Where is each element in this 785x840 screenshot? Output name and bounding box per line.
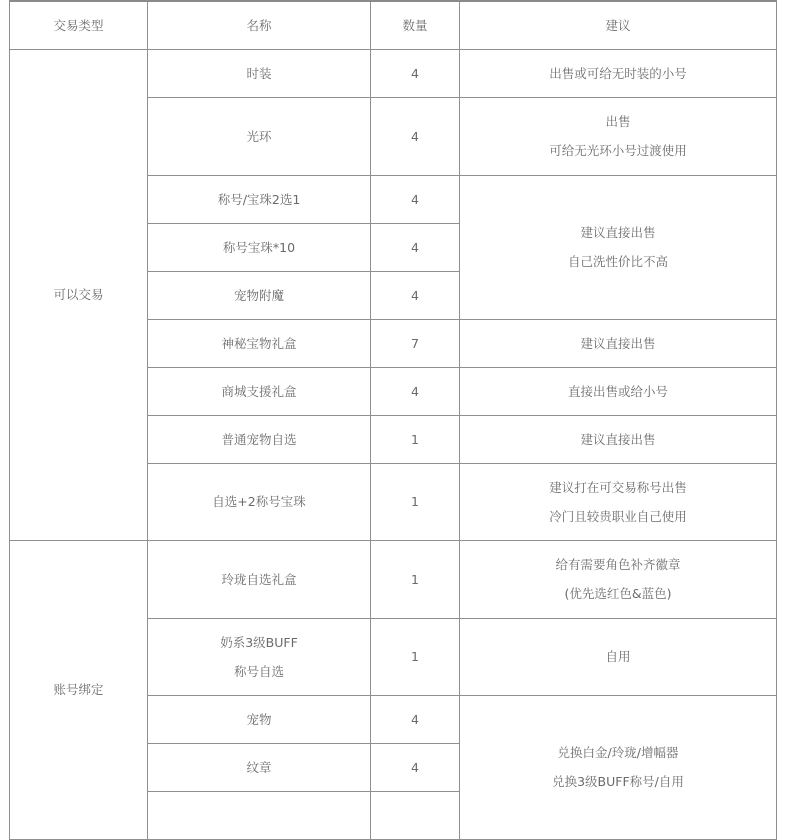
item-quantity: 1 <box>371 463 460 540</box>
item-trade-table <box>9 0 777 840</box>
name-line: 称号自选 <box>233 663 284 679</box>
header-quantity: 数量 <box>371 1 460 49</box>
trade-type-cell: 账号绑定 <box>10 540 148 839</box>
item-name: 称号/宝珠2选1 <box>148 175 371 223</box>
header-name: 名称 <box>148 1 371 49</box>
name-line: 奶系3级BUFF <box>220 634 298 650</box>
item-name: 玲珑自选礼盒 <box>148 540 371 618</box>
table-row <box>10 49 777 97</box>
item-name: 宠物 <box>148 695 371 743</box>
trade-type-cell: 可以交易 <box>10 49 148 540</box>
advice-line: 建议直接出售 <box>580 225 656 240</box>
item-quantity: 4 <box>371 223 460 271</box>
advice-line: 兑换白金/玲珑/增幅器 <box>557 745 679 760</box>
item-quantity: 4 <box>371 367 460 415</box>
header-advice: 建议 <box>460 1 777 49</box>
item-advice: 直接出售或给小号 <box>460 367 777 415</box>
item-advice: 出售或可给无时装的小号 <box>460 49 777 97</box>
advice-line: 可给无光环小号过渡使用 <box>549 143 687 158</box>
table-row <box>10 540 777 618</box>
item-quantity: 4 <box>371 743 460 791</box>
advice-line: 建议打在可交易称号出售 <box>549 479 687 495</box>
item-quantity: 4 <box>371 175 460 223</box>
advice-line: 冷门且较贵职业自己使用 <box>549 508 687 524</box>
item-quantity: 1 <box>371 618 460 695</box>
merged-advice <box>460 175 777 319</box>
item-advice: 建议直接出售 <box>460 319 777 367</box>
item-name: 宠物附魔 <box>148 271 371 319</box>
item-advice: 自用 <box>460 618 777 695</box>
advice-line: 给有需要角色补齐徽章 <box>555 557 681 572</box>
item-name: 自选+2称号宝珠 <box>148 463 371 540</box>
item-name: 神秘宝物礼盒 <box>148 319 371 367</box>
item-name: 纹章 <box>148 743 371 791</box>
item-name: 光环 <box>148 97 371 175</box>
advice-line: 出售 <box>605 114 631 129</box>
item-quantity: 1 <box>371 415 460 463</box>
table-header-row <box>10 1 777 49</box>
item-quantity: 4 <box>371 49 460 97</box>
item-quantity: 4 <box>371 695 460 743</box>
item-name <box>148 618 371 695</box>
item-quantity: 4 <box>371 271 460 319</box>
item-quantity: 4 <box>371 97 460 175</box>
item-name: 称号宝珠*10 <box>148 223 371 271</box>
item-advice <box>460 540 777 618</box>
item-advice <box>460 97 777 175</box>
item-advice: 建议直接出售 <box>460 415 777 463</box>
advice-line: (优先选红色&蓝色) <box>564 586 672 601</box>
item-name: 时装 <box>148 49 371 97</box>
advice-line: 自己洗性价比不高 <box>567 254 668 269</box>
merged-advice <box>460 695 777 839</box>
header-trade-type: 交易类型 <box>10 1 148 49</box>
item-advice <box>460 463 777 540</box>
item-name: 商城支援礼盒 <box>148 367 371 415</box>
advice-line: 兑换3级BUFF称号/自用 <box>552 774 684 789</box>
item-quantity: 7 <box>371 319 460 367</box>
item-quantity: 1 <box>371 540 460 618</box>
item-name: 普通宠物自选 <box>148 415 371 463</box>
